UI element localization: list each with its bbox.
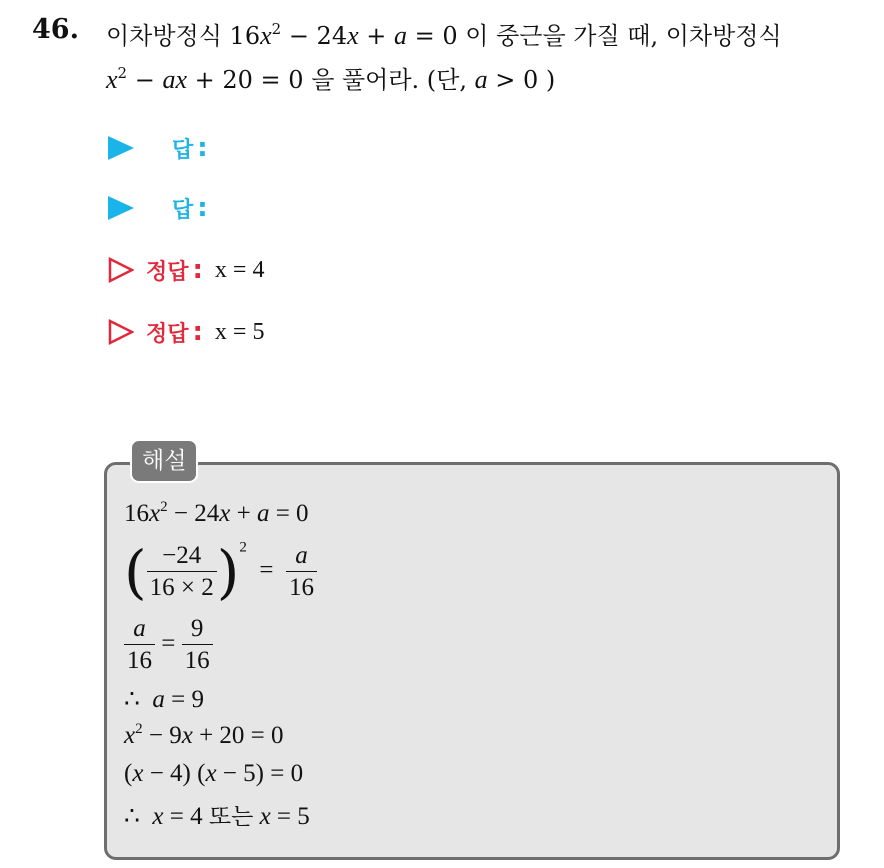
solution-or-text: 또는 xyxy=(208,804,254,830)
solution-step-5: $x^2 - 9x + 20 = 0$ xyxy=(124,721,284,749)
problem-condition: 이 중근을 가질 때, 이차방정식 xyxy=(465,22,782,50)
answer-colon: : xyxy=(197,133,208,163)
play-triangle-icon xyxy=(108,196,134,220)
solution-step-3: $\frac{a}{16}$ = $\frac{9}{16}$ xyxy=(124,614,213,677)
answer-blank-2 xyxy=(108,188,208,228)
answer-label: 답 xyxy=(172,197,194,223)
problem-instruction: 을 풀어라. (단, xyxy=(311,66,467,94)
play-triangle-icon xyxy=(108,136,134,160)
answer-blank-1 xyxy=(108,128,208,168)
solution-step-2: ( $\frac{-24}{16 \times 2}$ )$^2$ = $\frac{a}{16}$ xyxy=(124,538,317,606)
correct-answer-value: x = 5 xyxy=(214,318,265,345)
problem-intro: 이차방정식 xyxy=(106,22,222,50)
solution-step-6: (x − 4) (x − 5) = 0 xyxy=(124,760,304,787)
problem-line-2: $x^2$ − ax + 20 = 0 을 풀어라. (단, a > 0 ) xyxy=(106,64,556,94)
outline-triangle-icon xyxy=(108,319,134,345)
answer-label: 답 xyxy=(172,137,194,163)
correct-answer-colon: : xyxy=(192,317,203,347)
answer-colon: : xyxy=(197,193,208,223)
solution-step-4: ∴ a = 9 xyxy=(124,686,205,713)
problem-close-paren: ) xyxy=(545,66,556,94)
problem-number: 46. xyxy=(32,14,79,45)
correct-answer-colon: : xyxy=(192,255,203,285)
solution-tag: 해설 xyxy=(130,439,198,483)
solution-step-1: $16x^2 - 24x + a = 0$ xyxy=(124,499,309,527)
correct-answer-1 xyxy=(108,250,264,290)
correct-answer-label: 정답 xyxy=(146,321,189,347)
problem-line-1: 이차방정식 $16x^2 - 24x + a = 0$ 이 중근을 가질 때, 이차방정식 xyxy=(106,20,782,50)
correct-answer-2 xyxy=(108,312,264,352)
correct-answer-label: 정답 xyxy=(146,259,189,285)
correct-answer-value: x = 4 xyxy=(214,256,265,283)
outline-triangle-icon xyxy=(108,257,134,283)
solution-step-7: ∴ x = 4 또는 x = 5 xyxy=(124,803,310,830)
